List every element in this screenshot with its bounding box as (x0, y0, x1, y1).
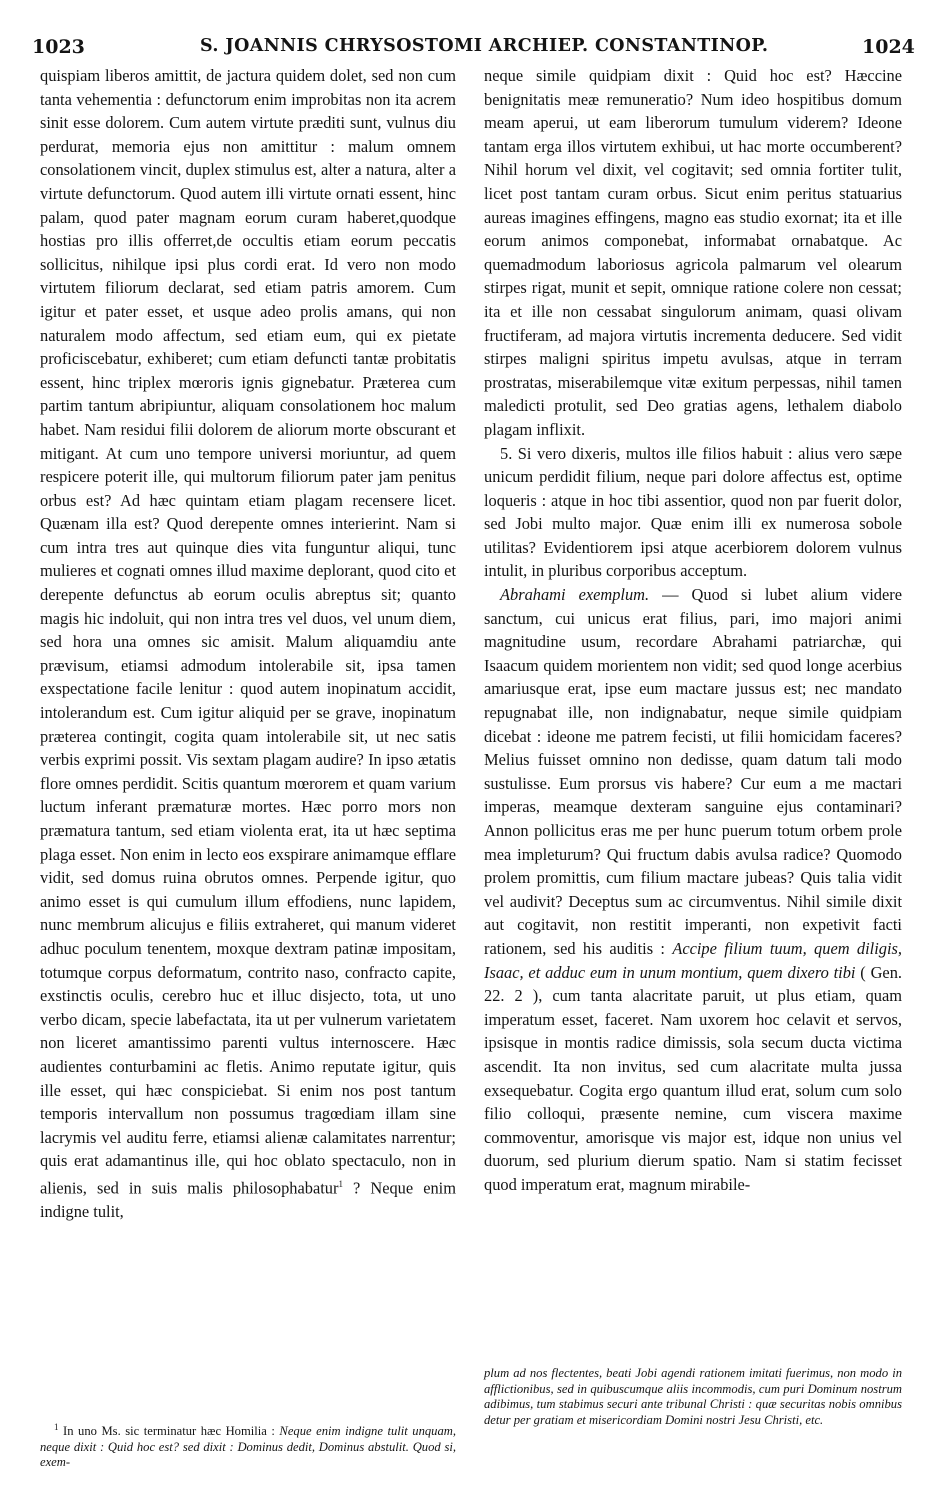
scripture-quote: Accipe filium tuum, quem diligis, Isaac, et adduc eum in unum montium, quem dixero tibi (484, 938, 902, 982)
right-paragraph-1: neque simile quidpiam dixit : Quid hoc est? Hæccine benignitatis meæ remuneratio? Num ideo hospitibus domum meam aperui, ut eam liberorum tumulum viderem? Ideone tantam erga illos virtutem exhibui, ut hac morte occumberent? Nihil horum vel dixit, vel cogitavit; sed omnia fortiter tulit, licet post tantam curam orbus. Sicut enim peritus statuarius aureas imagines effingens, magno eas studio exornat; ita et ille eorum animos componebat, informabat ornabatque. Ac quemadmodum laboriosus agricola palmarum vel olearum stirpes rigat, munit et sepit, omnique ratione colere non cessat; ita et ille non cessabat singulorum animam, quasi olivam fructiferam, ad majora virtutis incrementa deducere. Sed vidit stirpes maligni spiritus impetu avulsas, atque in terram prostratas, miserabilemque vitæ exitum perpessas, nihil tamen maledicti protulit, sed Deo gratias agens, lethalem diabolo plagam inflixit. (484, 66, 902, 439)
right-paragraph-2: 5. Si vero dixeris, multos ille filios habuit : alius vero sæpe unicum perdidit filium, neque pari dolore affectus est, optime loqueris : atque in hoc tibi assentior, quod non par fuerit dolor, sed Jobi multo major. Quæ enim illi ex numerosa sobole utilitas? Evidentiorem ipsi atque acerbiorem dolorem vulnus intulit, in pluribus corporibus acceptum. (484, 443, 902, 581)
left-body-text: quispiam liberos amittit, de jactura quidem dolet, sed non cum tanta vehementia : defunctorum enim improbitas non ita acrem sinit esse dolorem. Cum autem virtute præditi sunt, vulnus diu perdurat, memoria ejus non amittitur : malum omnem consolationem vincit, duplex stimulus est, alter a natura, alter a virtute defunctorum. Quod autem illi virtute ornati essent, hinc palam, quod pater magnam eorum curam haberet,quodque hostias pro illis offerret,de occultis etiam eorum peccatis sollicitus, nihilque ipsi plus cordi erat. Id vero non modo virtutem filiorum declarat, sed etiam patris amorem. Cum igitur et pater esset, et usque adeo prolis amans, qui non naturalem modo affectum, sed etiam eum, qui ex pietate proficiscebatur, exhiberet; cum etiam defuncti tantæ probitatis essent, hinc triplex mœroris ignis gignebatur. Præterea cum partim tantum abripiuntur, aliquam consolationem hoc malum habet. Nam residui filii dolorem de aliorum morte obscurant et mitigant. At cum uno tempore universi moriuntur, ad quem respicere poterit ille, qui multorum filiorum pater jam penitus orbus est? Ad hæc quintam etiam plagam recensere licet. Quænam illa est? Quod derepente omnes interierint. Nam si cum intra tres aut quinque dies vita funguntur aliqui, tunc mulieres et cognati omnes illud maxime deplorant, quod cito et derepente defunctus ab eorum oculis abreptus sit; quanto magis hic indoluit, qui non intra tres vel duos, vel unum diem, sed hora una omnes sic amisit. Malum aliquamdiu ante prævisum, etiamsi admodum intolerabile sit, ipsa tamen exspectatione facile lenitur : quod autem inopinatum accidit, intolerandum est. Cum igitur aliquid per se grave, inopinatum præterea contingit, cogita quam intolerabile sit, ut nec satis verbis exprimi possit. Vis sextam plagam audire? In ipso ætatis flore omnes perdidit. Scitis quantum mœrorem et quam varium luctum inferant præmaturæ mortes. Hæc porro mors non præmatura tantum, sed etiam violenta erat, ita ut hæc septima plaga esset. Non enim in lecto eos exspirare animamque efflare vidit, sed domus ruina obrutos omnes. Perpende igitur, quo animo esset is qui cumulum illum effodiens, nunc lapidem, nunc membrum alicujus e filiis extraheret, qui manum videret adhuc poculum tenentem, moxque dextram patinæ impositam, totumque corpus deformatum, contrito naso, confracto capite, exstinctis oculis, cerebro huc et illuc disjecto, tota, ut uno verbo dicam, specie labefactata, ita ut per vulnerum varietatem non liceret amantissimo parenti vultus internoscere. Hæc audientes conturbamini ac fletis. Animo reputate igitur, quis ille esset, qui hæc conspiciebat. Si enim nos post tantum temporis intervallum non possumus tragœdiam illam sine lacrymis vel auditu ferre, etiamsi alienæ calamitates narrentur; quis erat adamantinus ille, qui hoc oblato spectaculo, non in alienis, sed in suis malis philosophabatur (40, 66, 456, 1198)
running-title: S. JOANNIS CHRYSOSTOMI ARCHIEP. CONSTANTINOP. (200, 36, 769, 56)
paragraph-3-text-b: , cum tanta alacritate paruit, ut plus etiam, quam imperatum esset, faceret. Nam uxorem hoc celavit et servos, ipsisque in montis radice dimissis, sola secum ducta victima ascendit. Ita non invitus, sed cum alacritate multa jussa exsequebatur. Cogita ergo quantum illud erat, solum cum solo filio colloqui, præsente nemine, cum viscera maxime commoventur, amorisque vis major est, idque non unius vel duorum, sed plurium dierum spatio. Nam si statim fecisset quod imperatum erat, magnum mirabile- (484, 986, 902, 1194)
footnote-marker: 1 (54, 1422, 59, 1432)
paragraph-3-text-a: — Quod si lubet alium videre sanctum, cui unicus erat filius, pari, imo majori animi magnitudine usum, recordare Abrahami patriarchæ, qui Isaacum quidem morientem non vidit; sed quod longe acerbius amariusque erat, ipse eum mactare jussus est; nec mandato repugnabat ille, non indignabatur, neque simile quidpiam dicebat : ideone me patrem fecisti, ut filii homicidam faceres? Melius fuisset omnino non dedisse, quam datum tali modo sustulisse. Eum prorsus vis habere? Cur eum a me mactari imperas, meamque dexteram sanguine ejus contaminari? Annon pollicitus eras me per hunc puerum totum orbem prole mea impleturum? Qui fructum dabis avulsa radice? Quomodo prolem promittis, cum filium mactare jubeas? Quis talia vidit vel audivit? Deceptus sum ac circumventus. Nihil simile dixit aut cogitavit, non restitit imperanti, non expetivit facti rationem, sed his auditis : (484, 585, 903, 958)
page-number-right: 1024 (862, 36, 915, 58)
section-heading: Abrahami exemplum. (500, 585, 650, 605)
footnote-reference: 1 (338, 1178, 343, 1189)
footnote-continuation: plum ad nos flectentes, beati Jobi agendi rationem imitati fuerimus, non modo in afflictionibus, sed in quibuscumque aliis incommodis, cum puri Dominum nostrum adibimus, tum stabimus securi ante tribunal Christi : quæ securitas nobis omnibus detur per gratiam et misericordiam Domini nostri Jesu Christi, etc. (484, 1366, 902, 1427)
footnote-intro: In uno Ms. sic terminatur hæc Homilia : (58, 1424, 280, 1439)
left-body-tail: ? Neque enim indigne tulit, (40, 1178, 456, 1221)
right-column (484, 64, 902, 1197)
right-paragraph-3 (484, 583, 902, 1196)
page-number-left: 1023 (32, 36, 85, 58)
footnote (40, 1420, 456, 1471)
left-column-text (40, 64, 456, 1224)
left-column (40, 64, 456, 1224)
footnote-text: Neque enim indigne tulit unquam, neque dixit : Quid hoc est? sed dixit : Dominus dedit, Dominus abstulit. Quod si, exem- (40, 1424, 456, 1470)
scripture-reference: ( Gen. 22. 2 ) (484, 962, 902, 1006)
